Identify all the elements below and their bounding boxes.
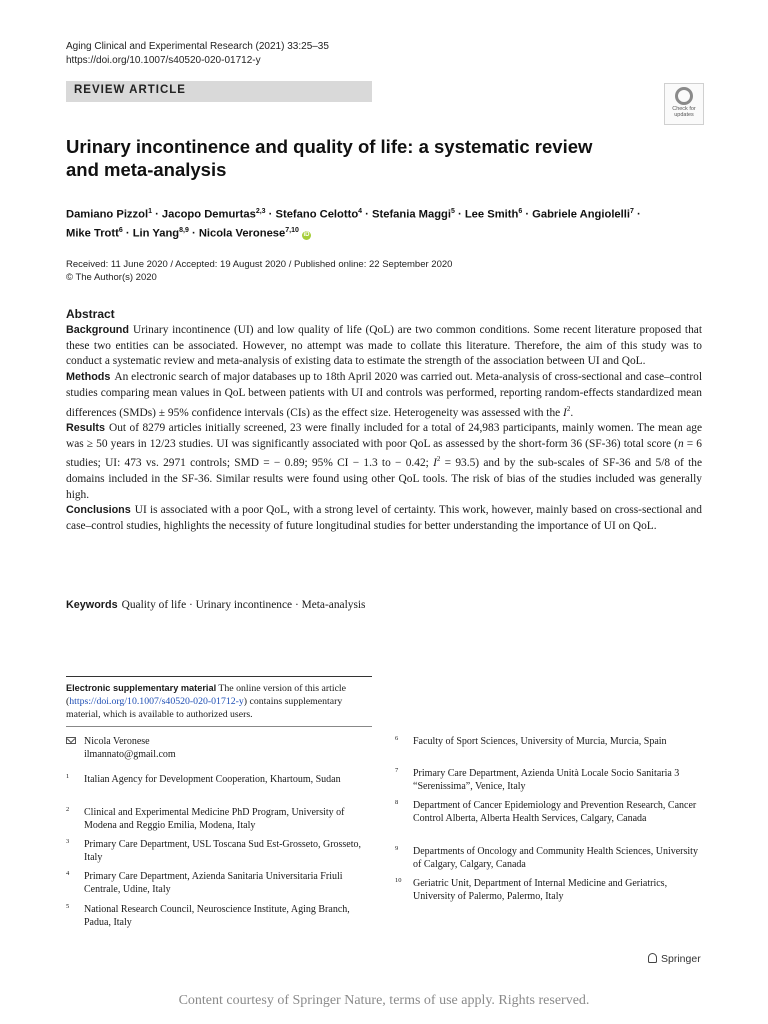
affiliation-number: 4 [66, 870, 70, 877]
esm-text-a: The online version of this article ( [66, 683, 346, 707]
author-separator: · [265, 208, 276, 221]
conclusions-text: UI is associated with a poor QoL, with a strong level of certainty. This work, however, mainly based on cross-sectional and case–control studies, highlights the necessity of future longitudinal studies for better understanding the importance of UI on QoL. [66, 504, 702, 533]
title-line-2: and meta-analysis [66, 159, 227, 180]
affiliation-number: 1 [66, 773, 70, 780]
methods-text: An electronic search of major databases up to 18th April 2020 was carried out. Meta-analysis of cross-sectional and case–control studies comparing mean values in QoL between patients with UI and controls was performed, reporting random-effects standardized mean differences (SMDs) ± 95% confidence intervals (CIs) as the effect size. Heterogeneity was assessed with the [66, 371, 702, 419]
author-sup: 7,10 [285, 226, 299, 234]
author-line-1 [66, 204, 686, 223]
author-name[interactable]: Stefano Celotto [275, 208, 359, 221]
results-label: Results [66, 422, 106, 435]
conclusions-label: Conclusions [66, 504, 131, 517]
methods-i2: I [563, 406, 567, 419]
correspondence [66, 735, 356, 761]
publisher-name: Springer [661, 953, 701, 965]
affiliation-text: Italian Agency for Development Cooperation, Khartoum, Sudan [84, 774, 341, 785]
journal-citation: Aging Clinical and Experimental Research (2021) 33:25–35 [66, 41, 329, 52]
keywords-label: Keywords [66, 599, 118, 611]
affiliation-item [66, 903, 369, 929]
copyright-line: © The Author(s) 2020 [66, 272, 157, 283]
affiliation-number: 5 [66, 903, 70, 910]
abstract-body [66, 323, 702, 535]
corr-name: Nicola Veronese [84, 736, 150, 747]
keywords-text: Quality of life · Urinary incontinence · Meta-analysis [121, 599, 366, 611]
author-separator: · [633, 208, 641, 221]
author-name[interactable]: Mike Trott [66, 227, 119, 240]
envelope-icon [66, 737, 76, 744]
affiliation-item [395, 735, 698, 748]
affiliation-text: Clinical and Experimental Medicine PhD Program, University of Modena and Reggio Emilia, Modena, Italy [84, 807, 345, 831]
background-text: Urinary incontinence (UI) and low quality of life (QoL) are two common conditions. Some recent literature proposed that these two entities can be associated. However, no attempt was made to collate this literature. Therefore, the aim of this study was to conduct a systematic review and meta-analysis of existing data to estimate the strength of the association between UI and QoL. [66, 324, 702, 368]
methods-end: . [570, 406, 574, 419]
author-name[interactable]: Stefania Maggi [372, 208, 451, 221]
author-name[interactable]: Damiano Pizzol [66, 208, 149, 221]
affiliation-number: 9 [395, 845, 399, 852]
affiliation-text: Primary Care Department, Azienda Unità Locale Socio Sanitaria 3 “Serenissima”, Venice, Italy [413, 768, 680, 792]
abstract-background [66, 323, 702, 370]
article-type-band [66, 81, 372, 102]
author-sup: 7 [629, 208, 634, 215]
footnote-divider [66, 676, 372, 677]
affiliation-item [66, 838, 369, 864]
author-name[interactable]: Lee Smith [464, 208, 519, 221]
abstract-conclusions [66, 503, 702, 534]
affiliation-item [66, 806, 369, 832]
author-sup: 8,9 [179, 226, 189, 234]
check-updates-text-1: Check for [672, 106, 696, 112]
author-sup: 5 [450, 208, 455, 215]
author-list [66, 204, 686, 241]
article-title [66, 135, 666, 181]
courtesy-footer: Content courtesy of Springer Nature, terms of use apply. Rights reserved. [178, 993, 590, 1008]
author-separator: · [188, 227, 199, 240]
author-separator: · [362, 208, 373, 221]
corr-email[interactable]: ilmannato@gmail.com [84, 749, 176, 760]
methods-label: Methods [66, 371, 111, 384]
affiliation-number: 2 [66, 806, 70, 813]
affiliation-text: Department of Cancer Epidemiology and Prevention Research, Cancer Control Alberta, Alberta Health Services, Calgary, Canada [413, 800, 697, 824]
author-separator: · [151, 208, 162, 221]
esm-link[interactable]: https://doi.org/10.1007/s40520-020-01712-y [69, 696, 244, 707]
author-separator: · [454, 208, 465, 221]
article-type-label: REVIEW ARTICLE [74, 84, 186, 96]
results-text-b: = 6 studies; UI: 473 vs. 2971 controls; SMD = − 0.89; 95% CI − 1.3 to − 0.42; [66, 437, 702, 470]
author-sup: 2,3 [255, 208, 266, 215]
affiliation-divider [66, 726, 372, 727]
affiliation-item [395, 845, 698, 871]
affiliation-text: Geriatric Unit, Department of Internal Medicine and Geriatrics, University of Palermo, Palermo, Italy [413, 878, 668, 902]
author-separator: · [122, 227, 133, 240]
affiliation-number: 7 [395, 767, 399, 774]
affiliation-item [395, 767, 698, 793]
publication-dates [66, 258, 452, 284]
results-text-c: = 93.5) and by the sub-scales of SF-36 and 5/8 of the domains included in the SF-36. Similar results were found using other QoL tools. The risk of bias of the studies included was generally high. [66, 457, 702, 501]
esm-text-b: ) contains supplementary material, which is available to authorized users. [66, 696, 343, 720]
abstract-heading: Abstract [66, 307, 115, 321]
affiliation-number: 10 [395, 877, 402, 884]
abstract-results: Results Out of 8279 articles initially screened, 23 were finally included for a total of 24,983 participants, mainly women. The mean age was ≥ 50 years in 12/23 studies. UI was significantly associated with poor QoL as assessed by the short-form 36 (SF-36) total score (n = 6 studies; UI: 473 vs. 2971 controls; SMD = − 0.89; 95% CI − 1.3 to − 0.42; $I^2 = 93.5$) and by the sub-scales of SF-36 and 5/8 of the domains included in the SF-36. Similar results were found using other QoL tools. The risk of bias of the studies included was generally high. [66, 422, 702, 501]
author-sup: 1 [148, 208, 152, 215]
background-label: Background [66, 324, 129, 336]
affiliation-number: 3 [66, 838, 70, 845]
check-updates-icon [675, 87, 693, 105]
results-n: n [677, 437, 684, 450]
supplementary-note [66, 682, 356, 721]
author-sup: 6 [518, 208, 523, 215]
affiliation-text: National Research Council, Neuroscience Institute, Aging Branch, Padua, Italy [84, 904, 350, 928]
check-for-updates-button[interactable] [664, 83, 704, 125]
keywords [66, 599, 365, 611]
journal-header [66, 40, 329, 68]
affiliation-text: Faculty of Sport Sciences, University of Murcia, Murcia, Spain [413, 736, 667, 747]
affiliation-text: Primary Care Department, USL Toscana Sud Est-Grosseto, Grosseto, Italy [84, 839, 362, 863]
author-name[interactable]: Gabriele Angiolelli [532, 208, 630, 221]
dates-line: Received: 11 June 2020 / Accepted: 19 August 2020 / Published online: 22 September 2020 [66, 259, 453, 270]
author-line-2 [66, 223, 686, 242]
author-sup: 4 [358, 208, 363, 215]
abstract-methods: Methods An electronic search of major databases up to 18th April 2020 was carried out. Meta-analysis of cross-sectional and case–control studies comparing mean values in QoL between patients with UI and controls was performed, reporting random-effects standardized mean differences (SMDs) ± 95% confidence intervals (CIs) as the effect size. Heterogeneity was assessed with the $I^2$. [66, 371, 702, 419]
author-name[interactable]: Lin Yang [132, 227, 180, 240]
title-line-1: Urinary incontinence and quality of life: a systematic review [66, 136, 593, 157]
affiliation-number: 6 [395, 735, 399, 742]
affiliation-item [395, 877, 698, 903]
check-updates-text-2: updates [674, 112, 694, 118]
doi-link[interactable]: https://doi.org/10.1007/s40520-020-01712-y [66, 55, 261, 66]
affiliation-text: Departments of Oncology and Community Health Sciences, University of Calgary, Calgary, Canada [413, 846, 698, 870]
author-sup: 6 [118, 226, 123, 234]
springer-horse-icon [648, 953, 657, 963]
author-name[interactable]: Nicola Veronese [198, 227, 286, 240]
results-text-a: Out of 8279 articles initially screened, 23 were finally included for a total of 24,983 participants, mainly women. The mean age was ≥ 50 years in 12/23 studies. UI was significantly associated with poor QoL as assessed by the short-form 36 (SF-36) total score ( [66, 422, 702, 450]
affiliation-number: 8 [395, 799, 399, 806]
affiliation-text: Primary Care Department, Azienda Sanitaria Universitaria Friuli Centrale, Udine, Italy [84, 871, 343, 895]
author-name[interactable]: Jacopo Demurtas [161, 208, 256, 221]
affiliation-item [66, 870, 369, 896]
orcid-icon[interactable]: iD [303, 232, 310, 239]
affiliation-item [66, 773, 369, 786]
publisher-logo [648, 953, 701, 965]
esm-label: Electronic supplementary material [66, 683, 217, 693]
author-separator: · [522, 208, 533, 221]
results-i2: I [433, 457, 437, 470]
affiliation-item [395, 799, 698, 825]
